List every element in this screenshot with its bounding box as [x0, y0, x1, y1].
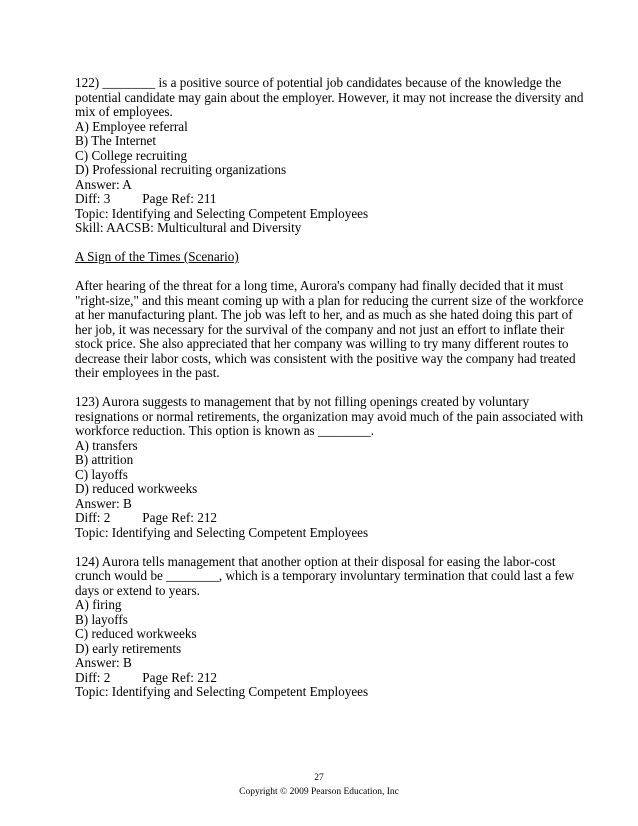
page-ref: Page Ref: 212: [142, 510, 218, 525]
scenario-text-line: at her manufacturing plant. The job was left to her, and as much as she hated doing this part of: [75, 307, 573, 322]
page-ref: Page Ref: 211: [142, 191, 217, 206]
question-124: [75, 553, 575, 700]
answer-option: B) layoffs: [75, 611, 128, 627]
scenario-text-line: After hearing of the threat for a long time, Aurora's company had finally decided that it must: [75, 278, 564, 293]
difficulty-line: [75, 511, 565, 526]
scenario-text-line: their employees in the past.: [75, 365, 220, 380]
difficulty: Diff: 2: [75, 510, 111, 525]
answer-option: A) Employee referral: [75, 118, 188, 134]
answer-option: A) firing: [75, 597, 122, 612]
topic: Topic: Identifying and Selecting Competent Employees: [75, 205, 369, 221]
question-stem-line: mix of employees.: [75, 104, 173, 119]
answer-key: Answer: B: [75, 655, 132, 670]
topic: Topic: Identifying and Selecting Competent Employees: [75, 524, 369, 540]
question-stem-line: 123) Aurora suggests to management that by not filling openings created by voluntary: [75, 394, 530, 409]
page-number: 27: [314, 773, 324, 783]
answer-option: D) reduced workweeks: [75, 481, 198, 496]
question-123: [75, 394, 584, 540]
question-stem-line: days or extend to years.: [75, 582, 200, 598]
document-body: [75, 75, 584, 700]
question-122: [75, 75, 584, 236]
answer-option: C) College recruiting: [75, 147, 188, 163]
page-ref: Page Ref: 212: [142, 669, 218, 685]
question-stem-line: 122) ________ is a positive source of potential job candidates because of the knowledge the: [75, 75, 562, 90]
question-stem-line: crunch would be ________, which is a temporary involuntary termination that could last a few: [75, 568, 575, 583]
question-stem-line: workforce reduction. This option is known as ________.: [75, 423, 374, 438]
difficulty-line: [75, 192, 565, 207]
scenario-text-line: "right-size," and this meant coming up with a plan for reducing the current size of the workforce: [75, 292, 584, 308]
answer-option: B) The Internet: [75, 133, 157, 148]
answer-option: D) early retirements: [75, 640, 182, 656]
answer-key: Answer: A: [75, 176, 132, 192]
question-stem-line: potential candidate may gain about the employer. However, it may not increase the diversity and: [75, 89, 584, 105]
topic: Topic: Identifying and Selecting Competent Employees: [75, 684, 369, 699]
answer-option: C) layoffs: [75, 466, 128, 482]
scenario-text-line: stock price. She also appreciated that her company was willing to try many different routes to: [75, 336, 569, 351]
answer-option: B) attrition: [75, 452, 134, 467]
difficulty: Diff: 3: [75, 191, 111, 206]
answer-key: Answer: B: [75, 495, 132, 511]
answer-option: C) reduced workweeks: [75, 626, 197, 641]
answer-option: A) transfers: [75, 437, 138, 453]
answer-option: D) Professional recruiting organizations: [75, 162, 287, 177]
scenario: [75, 249, 584, 381]
scenario-title: A Sign of the Times (Scenario): [75, 249, 239, 264]
difficulty: Diff: 2: [75, 669, 111, 685]
copyright-notice: Copyright © 2009 Pearson Education, Inc: [239, 787, 399, 797]
difficulty-line: [75, 671, 565, 686]
scenario-text-line: decrease their labor costs, which was consistent with the positive way the company had treated: [75, 350, 576, 366]
skill: Skill: AACSB: Multicultural and Diversity: [75, 220, 302, 235]
scenario-text-line: her job, it was necessary for the survival of the company and not just an effort to inflate their: [75, 321, 565, 337]
question-stem-line: resignations or normal retirements, the organization may avoid much of the pain associated with: [75, 408, 584, 424]
question-stem-line: 124) Aurora tells management that another option at their disposal for easing the labor-cost: [75, 553, 556, 569]
